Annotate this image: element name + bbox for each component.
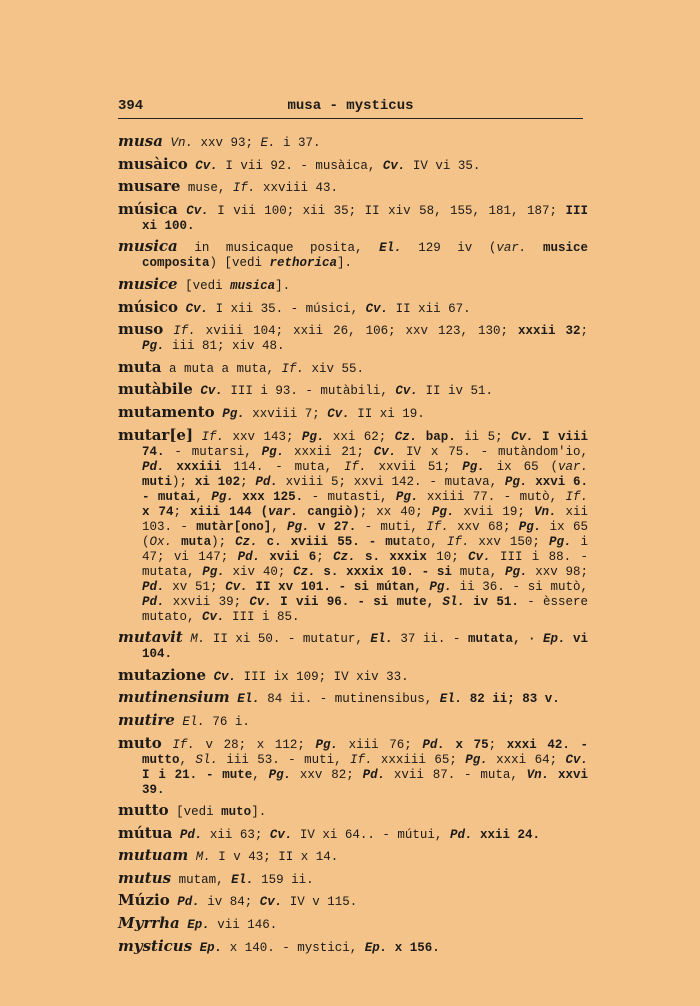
dictionary-entry [118,803,588,820]
entry-references: El. 76 i. [182,714,250,729]
entry-headword: mutavit [118,628,183,647]
entry-headword: mutàbile [118,380,193,399]
dictionary-entry [118,665,588,685]
entry-references: If. xxv 143; Pg. xxi 62; Cz. bap. ii 5; Cv. I viii 74. - mutarsi, Pg. xxxii 21; Cv. IV x 75. - mutàndom'io, Pd. xxxiii 114. - muta, If. xxvii 51; Pg. ix 65 (var. muti); xi 102; Pd. xviii 5; xxvi 142. - mutava, Pg. xxvi 6. - mutai, Pg. xxx 125. - mutasti, Pg. xxiii 77. - mutò, If. x 74; xiii 144 (var. cangiò); xx 40; Pg. xvii 19; Vn. xii 103. - mutàr[ono], Pg. v 27. - muti, If. xxv 68; Pg. ix 65 (Ox. muta); Cz. c. xviii 55. - mutato, If. xxv 150; Pg. i 47; vi 147; Pd. xvii 6; Cz. s. xxxix 10; Cv. III i 88. - mutata, Pg. xiv 40; Cz. s. xxxix 10. - si muta, Pg. xxv 98; Pd. xv 51; Cv. II xv 101. - si mútan, Pg. ii 36. - si mutò, Pd. xxvii 39; Cv. I vii 96. - si mute, Sl. iv 51. - èssere mutato, Cv. III i 85. [142,429,589,624]
entry-headword: mutus [118,868,172,887]
entry-references: Ep. x 140. - mystici, Ep. x 156. [199,940,440,955]
dictionary-entry [118,868,588,888]
entry-references: Vn. xxv 93; E. i 37. [170,136,321,150]
entry-references: Cv. I vii 92. - musàica, Cv. IV vi 35. [195,158,481,173]
entry-references: Cv. I xii 35. - músici, Cv. II xii 67. [185,301,471,316]
entry-references: Pd. xii 63; Cv. IV xi 64.. - mútui, Pd. xxii 24. [179,827,540,842]
entry-headword: mutar[e] [118,425,194,444]
entry-references: Pg. xxviii 7; Cv. II xi 19. [222,406,425,421]
entry-headword: mutinensium [118,688,230,707]
dictionary-entry [118,425,589,625]
entry-headword: mutuam [118,846,189,865]
entry-references: [vedi musica]. [185,278,291,293]
entry-headword: mysticus [118,936,193,955]
entry-headword: muso [118,320,164,339]
dictionary-entries [118,134,588,961]
dictionary-entry [118,823,588,843]
dictionary-entry [118,357,588,377]
entry-references: in musicaque posita, El. 129 iv (var. musice composita) [vedi rethorica]. [142,241,588,271]
entry-headword: músico [118,297,179,316]
dictionary-entry [118,382,588,399]
dictionary-entry [118,402,588,422]
entry-references: El. 84 ii. - mutinensibus, El. 82 ii; 83 v. [237,692,560,707]
entry-references: If. xviii 104; xxii 26, 106; xxv 123, 130; xxxii 32; Pg. iii 81; xiv 48. [142,324,588,354]
entry-headword: mutazione [118,665,207,684]
entry-references: mutam, El. 159 ii. [178,872,314,887]
entry-references: Cv. I vii 100; xii 35; II xiv 58, 155, 181, 187; III xi 100. [142,203,588,233]
dictionary-entry [118,630,588,662]
entry-headword: muto [118,733,162,752]
dictionary-entry [118,322,588,354]
entry-references: Pd. iv 84; Cv. IV v 115. [177,895,358,910]
entry-headword: música [118,199,178,218]
dictionary-entry [118,733,588,798]
page-number: 394 [118,98,144,114]
entry-headword: Múzio [118,891,170,910]
entry-headword: musa [118,132,163,150]
entry-headword: mutire [118,710,175,729]
entry-headword: musare [118,177,181,196]
dictionary-entry [118,179,588,196]
dictionary-entry [118,134,588,151]
entry-headword: Myrrha [118,914,180,933]
entry-references: Ep. vii 146. [187,918,278,933]
entry-references: muse, If. xxviii 43. [187,181,338,196]
dictionary-entry [118,199,588,234]
dictionary-entry [118,297,588,317]
entry-references: Cv. III ix 109; IV xiv 33. [213,669,409,684]
dictionary-entry [118,916,588,933]
running-head: musa - mysticus [287,98,414,114]
dictionary-entry [118,848,588,865]
entry-references: M. II xi 50. - mutatur, El. 37 ii. - mutata, · Ep. vi 104. [142,632,588,662]
dictionary-entry [118,239,588,271]
dictionary-entry [118,690,588,707]
entry-references: a muta a muta, If. xiv 55. [168,361,365,376]
dictionary-entry [118,893,588,910]
dictionary-entry [118,154,588,174]
entry-references: M. I v 43; II x 14. [195,850,339,865]
entry-references: Cv. III i 93. - mutàbili, Cv. II iv 51. [200,384,493,399]
dictionary-entry [118,710,588,730]
entry-references: If. v 28; x 112; Pg. xiii 76; Pd. x 75; xxxi 42. - mutto, Sl. iii 53. - muti, If. xxxiii 65; Pg. xxxi 64; Cv. I i 21. - mute, Pg. xxv 82; Pd. xvii 87. - muta, Vn. xxvi 39. [142,737,588,797]
entry-headword: mutamento [118,402,215,421]
entry-headword: musice [118,274,178,293]
entry-headword: mútua [118,823,173,842]
entry-headword: mutto [118,801,169,820]
dictionary-entry [118,936,588,956]
entry-headword: muta [118,357,162,376]
entry-references: [vedi muto]. [176,805,267,820]
page-header [118,96,583,119]
entry-headword: musàico [118,154,188,173]
dictionary-entry [118,274,588,294]
entry-headword: musica [118,237,178,256]
